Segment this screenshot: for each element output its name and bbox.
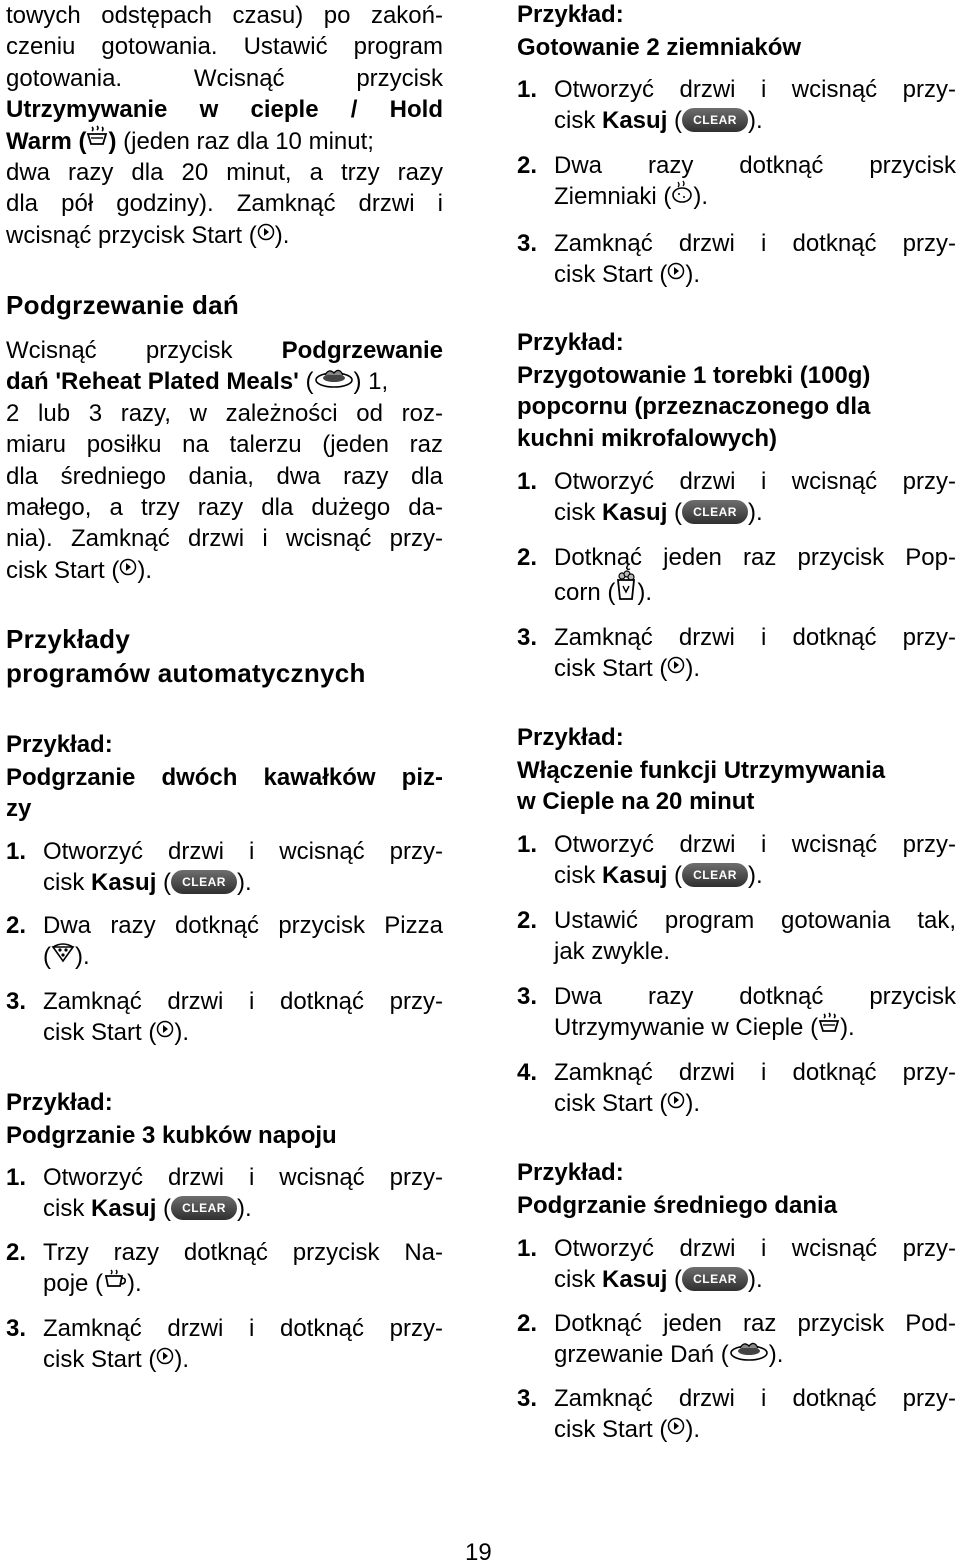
- example-keep-warm: [517, 723, 956, 818]
- step-number: 3.: [517, 1385, 538, 1412]
- step-text: Dotknąć jeden raz przycisk Pop-: [554, 544, 956, 571]
- step-text: [554, 1414, 956, 1445]
- start-icon: [156, 1016, 174, 1047]
- step-text: [43, 867, 443, 898]
- step-number: 2.: [517, 152, 538, 179]
- step-text: [554, 1088, 956, 1119]
- step-text: Zamknąć drzwi i dotknąć przy-: [554, 1385, 956, 1412]
- intro-paragraph: [6, 0, 443, 251]
- text-line: [6, 555, 443, 586]
- text-span: Kasuj: [602, 499, 668, 527]
- clear-button-icon: CLEAR: [682, 863, 748, 887]
- text-span: ).: [748, 1266, 763, 1294]
- text-span: cisk Start (: [554, 1090, 668, 1118]
- step-text: [554, 1012, 956, 1043]
- plated-meal-icon: [729, 1338, 769, 1370]
- text-span: Kasuj: [91, 1195, 157, 1223]
- text-span: Kasuj: [91, 869, 157, 897]
- text-span: ).: [127, 1270, 142, 1298]
- step-text: Trzy razy dotknąć przycisk Na-: [43, 1239, 443, 1266]
- step: [517, 466, 956, 529]
- example-label: Przykład:: [517, 329, 624, 356]
- reheat-section: [6, 288, 443, 322]
- text-span: Kasuj: [602, 107, 668, 135]
- step-text: Otworzyć drzwi i wcisnąć przy-: [554, 1235, 956, 1262]
- step-text: Otworzyć drzwi i wcisnąć przy-: [554, 76, 956, 103]
- example-label: Przykład:: [517, 1159, 624, 1186]
- text-span: ).: [748, 107, 763, 135]
- text-span: ).: [685, 1090, 701, 1118]
- clear-button-icon: CLEAR: [682, 108, 748, 132]
- example-pizza: [6, 730, 443, 825]
- text-line: [6, 366, 443, 397]
- text-span: dań 'Reheat Plated Meals': [6, 368, 299, 396]
- step-text: [43, 941, 443, 972]
- step-text: [554, 259, 956, 290]
- text-span: (: [667, 1266, 683, 1294]
- step: [6, 1313, 443, 1376]
- example-title: Włączenie funkcji Utrzymywania: [517, 757, 886, 784]
- step: [517, 981, 956, 1044]
- text-span: Kasuj: [602, 1266, 668, 1294]
- text-line: nia). Zamknąć drzwi i wcisnąć przy-: [6, 525, 443, 553]
- text-line: dla pół godziny). Zamknąć drzwi i: [6, 190, 443, 218]
- text-span: ).: [75, 943, 90, 971]
- text-span: (: [298, 368, 314, 396]
- start-icon: [667, 258, 685, 289]
- text-line: [6, 220, 443, 251]
- step-text: [43, 1193, 443, 1224]
- text-span: ).: [237, 869, 252, 897]
- step-text: Zamknąć drzwi i dotknąć przy-: [43, 988, 443, 1015]
- potato-icon: [671, 180, 693, 212]
- step: [517, 228, 956, 291]
- clear-button-icon: CLEAR: [171, 1196, 237, 1220]
- text-span: ): [108, 127, 117, 155]
- clear-button-icon: CLEAR: [682, 500, 748, 524]
- step-number: 1.: [517, 831, 538, 858]
- step-number: 1.: [6, 838, 27, 865]
- text-span: Kasuj: [602, 862, 668, 890]
- text-span: (: [156, 869, 172, 897]
- section-heading: Podgrzewanie dań: [6, 290, 240, 320]
- step-text: [554, 497, 956, 528]
- text-span: cisk: [554, 499, 602, 527]
- example-title: w Cieple na 20 minut: [517, 788, 755, 816]
- step-text: Otworzyć drzwi i wcisnąć przy-: [554, 831, 956, 858]
- step-text: [554, 1264, 956, 1295]
- step: [517, 1057, 956, 1120]
- example-title: popcornu (przeznaczonego dla: [517, 393, 871, 421]
- text-line: towych odstępach czasu) po zakoń-: [6, 2, 443, 29]
- text-span: cisk Start (: [6, 556, 120, 584]
- step-text: [554, 653, 956, 684]
- example-medium-meal: [517, 1158, 956, 1221]
- text-span: ).: [174, 1019, 190, 1047]
- text-span: ).: [274, 221, 290, 249]
- step-text: Dotknąć jeden raz przycisk Pod-: [554, 1310, 956, 1337]
- step-text: Zamknąć drzwi i dotknąć przy-: [554, 1059, 956, 1086]
- text-span: cisk Start (: [43, 1019, 157, 1047]
- text-span: ) 1,: [353, 368, 389, 396]
- section-heading: programów automatycznych: [6, 658, 366, 688]
- step-number: 1.: [517, 1235, 538, 1262]
- text-span: cisk Start (: [554, 655, 668, 683]
- step: [6, 986, 443, 1049]
- step-text: [554, 181, 956, 212]
- example-title: kuchni mikrofalowych): [517, 424, 778, 452]
- text-line: Utrzymywanie w cieple / Hold: [6, 96, 443, 124]
- text-span: poje (: [43, 1270, 104, 1298]
- step-number: 2.: [6, 1239, 27, 1266]
- text-span: (jeden raz dla 10 minut;: [116, 127, 374, 155]
- text-span: ).: [685, 261, 701, 289]
- text-line: czeniu gotowania. Ustawić program: [6, 33, 443, 61]
- step-text: Dwa razy dotknąć przycisk Pizza: [43, 912, 443, 939]
- hold-warm-label: Warm (: [6, 127, 87, 155]
- step-text: [43, 1017, 443, 1048]
- clear-button-icon: CLEAR: [171, 870, 237, 894]
- text-span: corn (: [554, 579, 616, 607]
- step-number: 3.: [517, 624, 538, 651]
- start-icon: [156, 1343, 174, 1374]
- step-number: 4.: [517, 1059, 538, 1086]
- example-title: Podgrzanie dwóch kawałków piz-: [6, 764, 443, 791]
- example-title: Podgrzanie 3 kubków napoju: [6, 1122, 337, 1149]
- text-span: Utrzymywanie w Cieple (: [554, 1014, 819, 1042]
- text-span: ).: [174, 1346, 190, 1374]
- start-icon: [667, 652, 685, 683]
- hold-warm-icon: [86, 124, 108, 156]
- text-span: ).: [637, 579, 653, 607]
- text-line: [6, 335, 443, 366]
- text-span: grzewanie Dań (: [554, 1341, 729, 1369]
- step: [517, 1308, 956, 1371]
- step: [517, 829, 956, 892]
- text-line: dwa razy dla 20 minut, a trzy razy: [6, 159, 443, 187]
- text-span: ).: [840, 1014, 855, 1042]
- step: [517, 74, 956, 137]
- start-icon: [667, 1413, 685, 1444]
- step: [6, 1162, 443, 1225]
- step-text: Zamknąć drzwi i dotknąć przy-: [554, 624, 956, 651]
- text-span: (: [667, 499, 683, 527]
- step-number: 3.: [6, 1315, 27, 1342]
- popcorn-icon: [615, 570, 637, 615]
- text-line: 2 lub 3 razy, w zależności od roz-: [6, 399, 443, 427]
- text-span: ).: [237, 1195, 252, 1223]
- text-span: ).: [748, 499, 763, 527]
- text-span: cisk Start (: [43, 1346, 157, 1374]
- text-span: cisk: [554, 107, 602, 135]
- step-text: Otworzyć drzwi i wcisnąć przy-: [43, 838, 443, 865]
- example-popcorn: [517, 328, 956, 454]
- text-line: miaru posiłku na talerzu (jeden raz: [6, 431, 443, 459]
- step: [517, 1233, 956, 1296]
- text-line: małego, a trzy razy dla dużego da-: [6, 494, 443, 522]
- step-text: jak zwykle.: [554, 938, 671, 966]
- step-text: [43, 1268, 443, 1299]
- text-line: dla średniego dania, dwa razy dla: [6, 462, 443, 490]
- step-number: 3.: [6, 988, 27, 1015]
- step-text: [554, 105, 956, 136]
- text-span: cisk: [43, 869, 91, 897]
- example-label: Przykład:: [6, 1089, 113, 1116]
- step-text: Zamknąć drzwi i dotknąć przy-: [554, 230, 956, 257]
- section-heading: Przykłady: [6, 624, 131, 654]
- step-text: [554, 573, 956, 614]
- hold-warm-icon: [818, 1011, 840, 1043]
- step: [517, 905, 956, 968]
- start-icon: [667, 1087, 685, 1118]
- text-span: (: [43, 943, 51, 971]
- step-number: 2.: [517, 907, 538, 934]
- step-text: Dwa razy dotknąć przycisk: [554, 983, 956, 1010]
- text-span: ).: [685, 1416, 701, 1444]
- step: [517, 542, 956, 615]
- step-text: [43, 1344, 443, 1375]
- text-span: (: [667, 107, 683, 135]
- example-title: Gotowanie 2 ziemniaków: [517, 34, 802, 61]
- example-label: Przykład:: [517, 1, 624, 28]
- pizza-icon: [51, 940, 75, 971]
- plated-meal-icon: [314, 365, 354, 397]
- text-span: wcisnąć przycisk Start (: [6, 221, 257, 249]
- step-number: 3.: [517, 230, 538, 257]
- text-span: Wcisnąć przycisk: [6, 337, 282, 364]
- example-potatoes: [517, 0, 956, 63]
- text-span: ).: [748, 862, 763, 890]
- text-span: cisk: [554, 862, 602, 890]
- start-icon: [119, 554, 137, 585]
- step-text: Otworzyć drzwi i wcisnąć przy-: [43, 1164, 443, 1191]
- start-icon: [257, 219, 275, 250]
- step: [517, 1383, 956, 1446]
- text-span: Ziemniaki (: [554, 183, 672, 211]
- step-number: 2.: [517, 1310, 538, 1337]
- text-span: ).: [693, 183, 709, 211]
- example-title: Przygotowanie 1 torebki (100g): [517, 362, 871, 389]
- text-span: cisk Start (: [554, 261, 668, 289]
- example-title: Podgrzanie średniego dania: [517, 1192, 838, 1219]
- step-text: [554, 1339, 956, 1370]
- text-span: (: [156, 1195, 172, 1223]
- example-beverage: [6, 1088, 443, 1151]
- reheat-paragraph: [6, 335, 443, 586]
- text-span: cisk: [554, 1266, 602, 1294]
- text-span: ).: [685, 655, 701, 683]
- step-number: 1.: [517, 76, 538, 103]
- step-number: 1.: [6, 1164, 27, 1191]
- text-span: (: [667, 862, 683, 890]
- examples-heading: [6, 622, 443, 690]
- beverage-icon: [103, 1267, 127, 1298]
- step-text: Ustawić program gotowania tak,: [554, 907, 956, 934]
- example-title: zy: [6, 795, 32, 823]
- step-number: 1.: [517, 468, 538, 495]
- step: [6, 910, 443, 973]
- step-text: [554, 860, 956, 891]
- example-label: Przykład:: [6, 731, 113, 758]
- step: [6, 836, 443, 899]
- step: [6, 1237, 443, 1300]
- step-number: 2.: [6, 912, 27, 939]
- text-line: gotowania. Wcisnąć przycisk: [6, 64, 443, 92]
- example-label: Przykład:: [517, 724, 624, 751]
- text-span: ).: [137, 556, 153, 584]
- step-number: 2.: [517, 544, 538, 571]
- text-line: [6, 126, 443, 157]
- clear-button-icon: CLEAR: [682, 1267, 748, 1291]
- text-span: cisk: [43, 1195, 91, 1223]
- text-span: ).: [768, 1341, 784, 1369]
- step-number: 3.: [517, 983, 538, 1010]
- step-text: Dwa razy dotknąć przycisk: [554, 152, 956, 179]
- step-text: Zamknąć drzwi i dotknąć przy-: [43, 1315, 443, 1342]
- step: [517, 150, 956, 213]
- step-text: Otworzyć drzwi i wcisnąć przy-: [554, 468, 956, 495]
- step: [517, 622, 956, 685]
- text-span: Podgrzewanie: [281, 337, 443, 364]
- text-span: cisk Start (: [554, 1416, 668, 1444]
- page-number: 19: [465, 1539, 492, 1566]
